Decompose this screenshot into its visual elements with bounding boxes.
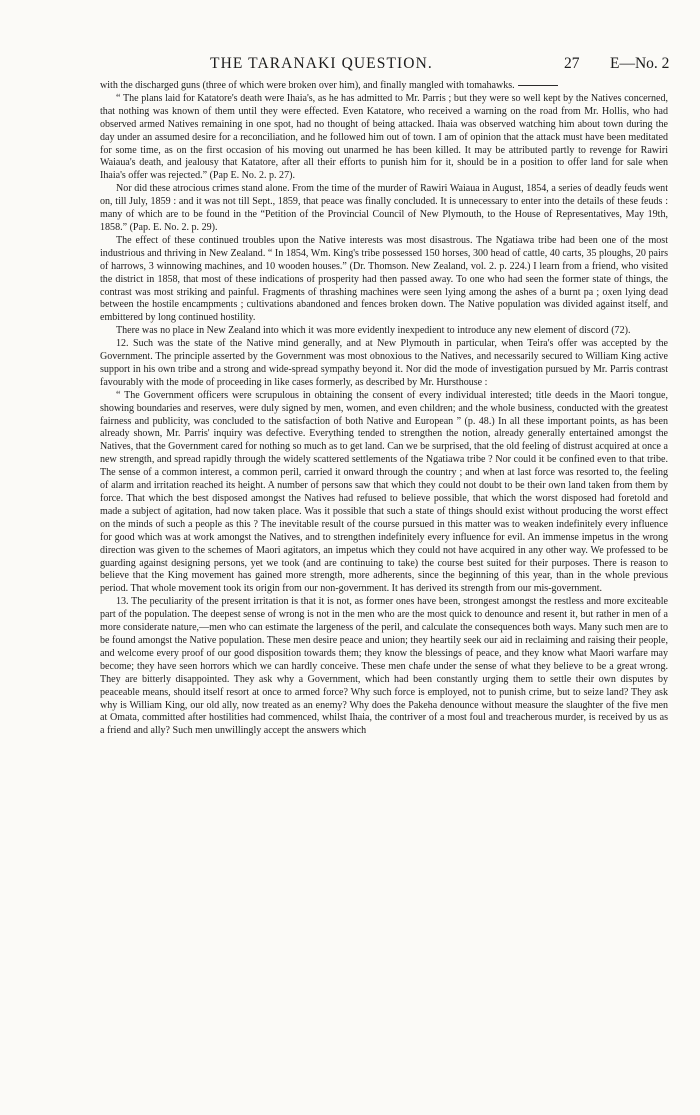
quote-paragraph: “ The Government officers were scrupulous in obtaining the consent of every individual interested; title deeds in the Maori tongue, showing boundaries and reserves, were duly signed by men, women, and even children; and the whole business, conducted with the greatest fairness and publicity, was concluded to the satisfaction of both Native and European ” (p. 48.) In all these important points, as has been already shown, Mr. Parris' inquiry was defective. Everything tended to strengthen the notion, already generally entertained amongst the Natives, that the Government cared for nothing so much as to get land. Can we be surprised, that the old feeling of distrust acquired at once a new strength, and spread rapidly through the widely scattered settlements of the Ngatiawa tribe ? Nor could it be confined even to that tribe. The sense of a common interest, a common peril, carried it onward through the country ; and when at last force was resorted to, the feeling of alarm and irritation reached its height. A number of persons saw that which they could not doubt to be their own land taken from them by force. That which the best disposed amongst the Natives had refused to believe possible, that which the worst disposed had foretold and made a subject of agitation, had now taken place. Was it possible that such a state of things should exist without producing the worst effect on the minds of such a people as this ? The inevitable result of the course pursued in this matter was to weaken indefinitely every influence for good which was at work amongst the Natives, and to strengthen indefinitely every influence for evil. An immense impetus in the wrong direction was given to the schemes of Maori agitators, an impetus which they could not have acquired in any other way. We professed to be guarding against designing persons, yet we took (and are continuing to take) the course best suited for their purposes. There is reason to believe that the King movement has gained more strength, more adherents, since the beginning of this year, than in the whole previous period. That whole movement took its origin from our non-government. It has derived its strength from our mis-government. [100, 389, 668, 595]
page-number: 27 [564, 55, 580, 72]
document-body [100, 80, 668, 738]
paragraph: There was no place in New Zealand into which it was more evidently inexpedient to introduce any new element of discord (72). [116, 325, 631, 337]
paragraph-text: with the discharged guns (three of which were broken over him), and finally mangled with tomahawks. [100, 80, 515, 91]
running-header [98, 55, 678, 77]
paragraph-continued [100, 80, 668, 93]
page-title: THE TARANAKI QUESTION. [210, 55, 433, 72]
dash-rule [518, 85, 558, 86]
paragraph: Nor did these atrocious crimes stand alone. From the time of the murder of Rawiri Waiaua in August, 1854, a series of deadly feuds went on, till July, 1859 : and it was not till Sept., 1859, that peace was finally concluded. It is unnecessary to enter into the details of these feuds : many of which are to be found in the “Petition of the Provincial Council of New Plymouth, to the House of Representatives, May 19th, 1858.” (Pap. E. No. 2. p. 29). [100, 183, 668, 233]
quote-paragraph: “ The plans laid for Katatore's death were Ihaia's, as he has admitted to Mr. Parris ; but they were so well kept by the Natives concerned, that nothing was known of them until they were effected. Even Katatore, who received a warning on the road from Mr. Hollis, who had observed armed Natives remaining in one spot, had no thought of being attacked. Ihaia was observed watching him about town during the day under an assumed desire for a reconciliation, and he followed him out of town. I am of opinion that the attack must have been meditated for some time, as on the first occasion of his moving out unarmed he has been killed. It may be attributed partly to revenge for Rawiri Waiaua's death, and jealousy that Katatore, after all their efforts to punish him for it, should be in a position to offer land for sale when Ihaia's offer was rejected.” (Pap E. No. 2. p. 27). [100, 92, 668, 182]
section-12-paragraph: 12. Such was the state of the Native mind generally, and at New Plymouth in particular, when Teira's offer was accepted by the Government. The principle asserted by the Government was most obnoxious to the Natives, and necessarily secured to William King active support in his own tribe and a strong and wide-spread sympathy beyond it. Nor did the mode of investigation pursued by Mr. Parris contrast favourably with the mode of proceeding in like cases formerly, as described by Mr. Hursthouse : [100, 338, 668, 388]
paragraph: The effect of these continued troubles upon the Native interests was most disastrous. The Ngatiawa tribe had been one of the most industrious and thriving in New Zealand. “ In 1854, Wm. King's tribe possessed 150 horses, 300 head of cattle, 40 carts, 35 ploughs, 20 pairs of harrows, 3 winnowing machines, and 10 wooden houses.” (Dr. Thomson. New Zealand, vol. 2. p. 224.) I learn from a friend, who visited the district in 1858, that most of these indications of prosperity had then passed away. To one who had seen the former state of things, the contrast was most striking and painful. Fragments of thrashing machines were seen lying among the ashes of a burnt pa ; oxen lying dead between the hostile encampments ; cultivations abandoned and fences broken down. The Native population was divided against itself, and embittered by long continued hostility. [100, 234, 668, 324]
document-reference: E—No. 2 [610, 55, 670, 72]
section-13-paragraph: 13. The peculiarity of the present irritation is that it is not, as former ones have been, strongest amongst the restless and more exciteable part of the population. The deepest sense of wrong is not in the men who are the most quick to denounce and resent it, but rather in men of a more considerate nature,—men who can estimate the largeness of the peril, and calculate the consequences both ways. Many such men are to be found amongst the Native population. These men desire peace and union; they heartily seek our aid in reclaiming and raising their people, and welcome every proof of our good disposition towards them; they know the blessings of peace, and they know what Maori warfare may become; they have seen horrors which we can hardly conceive. These men chafe under the sense of what they believe to be a great wrong. They are bitterly disappointed. They ask why a Government, which had been constantly urging them to settle their own disputes by peaceable means, should itself resort at once to armed force? Why such force is employed, not to punish crime, but to seize land? They ask why is William King, our old ally, now treated as an enemy? Why does the Pakeha denounce without measure the slaughter of the five men at Omata, committed after hostilities had commenced, whilst Ihaia, the contriver of a most foul and treacherous murder, is received by us as a friend and ally? Such men unwillingly accept the answers which [100, 596, 668, 737]
